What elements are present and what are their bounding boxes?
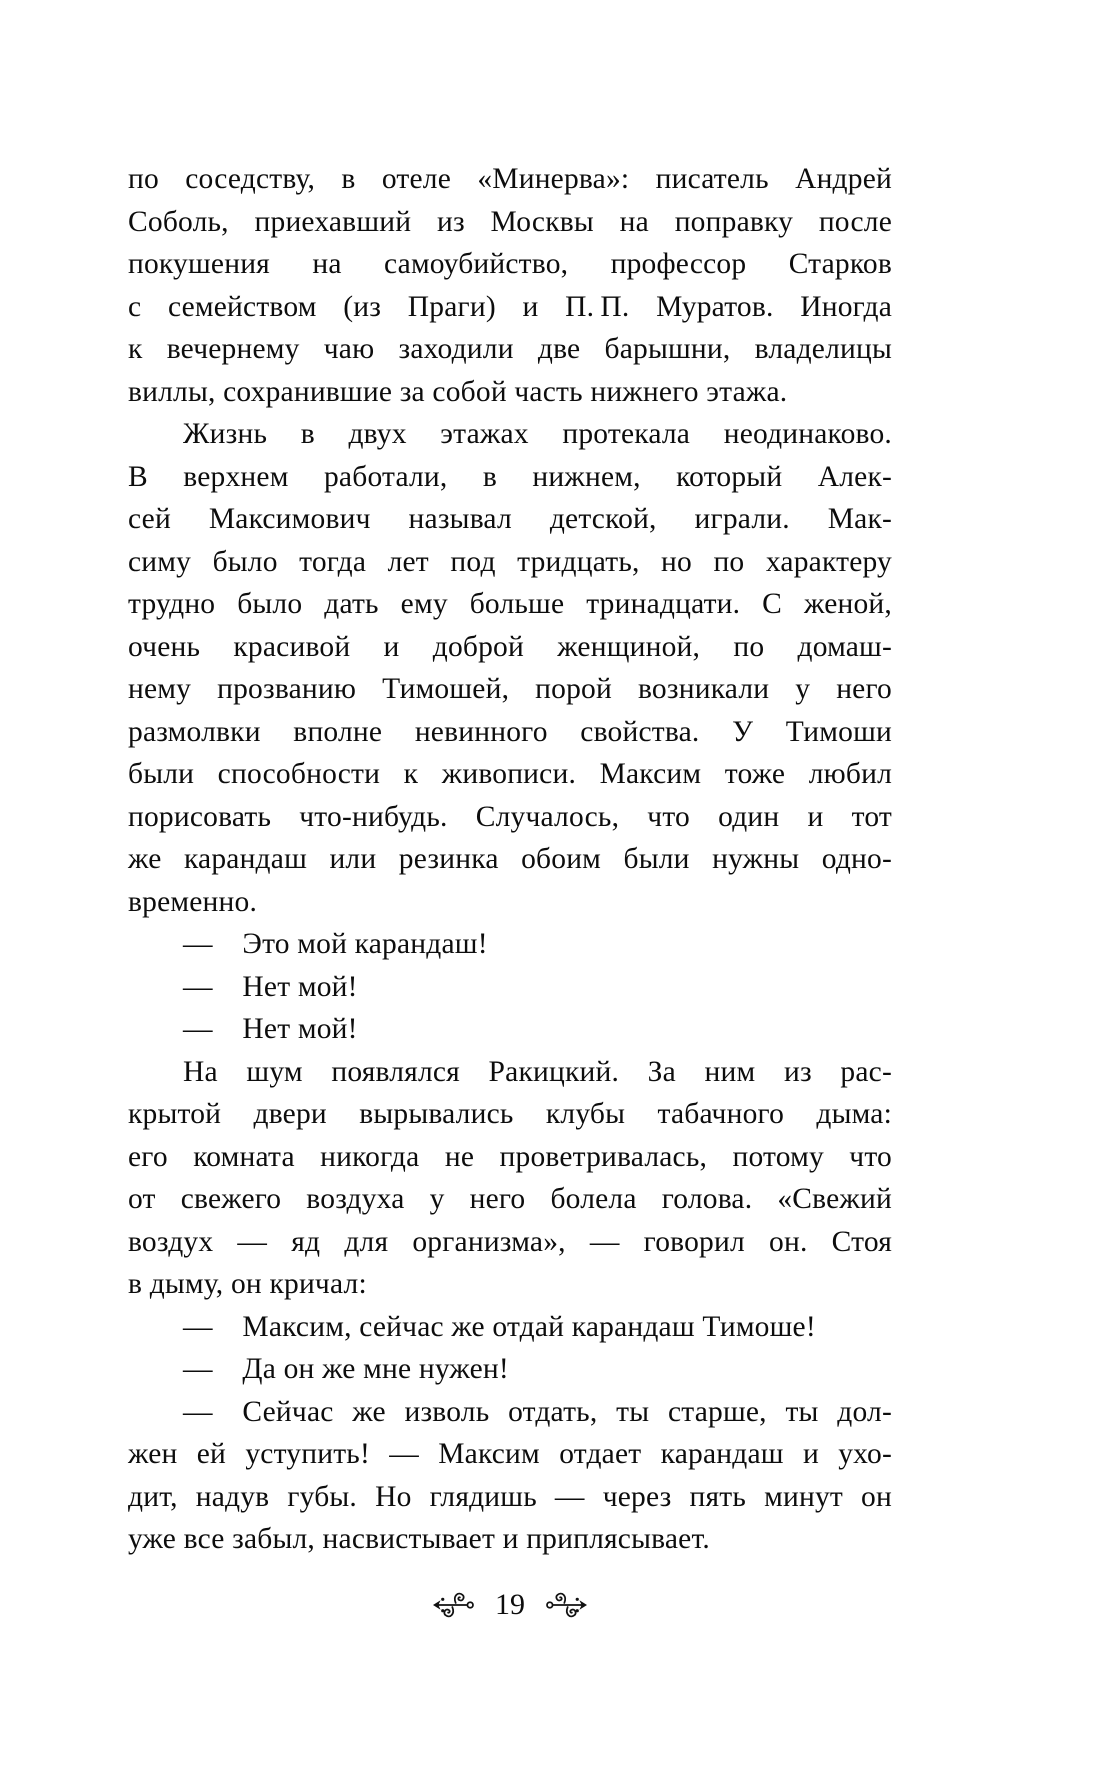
floral-flourish-icon — [433, 1590, 475, 1620]
text-line: трудно было дать ему больше тринадцати. С женой, — [128, 588, 892, 620]
text-line: дит, надув губы. Но глядишь — через пять минут он — [128, 1480, 892, 1513]
text-line: сей Максимович называл детской, играли. Мак- — [128, 503, 892, 535]
text-line: временно. — [128, 885, 258, 918]
page-number: 19 — [495, 1588, 525, 1621]
dialogue-line: — Нет мой! — [183, 1013, 358, 1045]
text-line: воздух — яд для организма», — говорил он. Стоя — [128, 1225, 892, 1258]
text-line: нему прозванию Тимошей, порой возникали у него — [128, 673, 892, 705]
dialogue-line: — Это мой карандаш! — [183, 928, 488, 960]
dialogue-line: — Да он же мне нужен! — [183, 1353, 509, 1385]
text-line: размолвки вполне невинного свойства. У Тимоши — [128, 715, 892, 748]
text-line: с семейством (из Праги) и П. П. Муратов. Иногда — [128, 290, 892, 323]
text-line: были способности к живописи. Максим тоже любил — [128, 758, 892, 790]
text-line: Жизнь в двух этажах протекала неодинаково. — [183, 418, 892, 450]
floral-flourish-icon — [545, 1590, 587, 1620]
text-line: к вечернему чаю заходили две барышни, владелицы — [128, 333, 892, 365]
text-line: его комната никогда не проветривалась, потому что — [128, 1140, 892, 1173]
text-line: очень красивой и доброй женщиной, по домаш- — [128, 630, 892, 663]
text-line: На шум появлялся Ракицкий. За ним из рас- — [183, 1055, 892, 1088]
text-line: по соседству, в отеле «Минерва»: писатель Андрей — [128, 163, 892, 195]
text-line: порисовать что-нибудь. Случалось, что один и тот — [128, 800, 892, 833]
text-line: в дыму, он кричал: — [128, 1268, 367, 1300]
dialogue-line: — Нет мой! — [183, 970, 358, 1003]
dialogue-line: — Максим, сейчас же отдай карандаш Тимоше! — [183, 1310, 816, 1343]
text-line: уже все забыл, насвистывает и приплясывает. — [128, 1523, 710, 1555]
text-line: виллы, сохранившие за собой часть нижнего этажа. — [128, 375, 788, 408]
dialogue-line: — Сейчас же изволь отдать, ты старше, ты дол- — [183, 1395, 892, 1428]
text-line: В верхнем работали, в нижнем, который Алек- — [128, 460, 892, 493]
text-line: симу было тогда лет под тридцать, но по характеру — [128, 545, 892, 578]
text-line: от свежего воздуха у него болела голова. «Свежий — [128, 1183, 892, 1215]
text-line: покушения на самоубийство, профессор Старков — [128, 248, 892, 280]
body-text — [128, 158, 892, 1561]
page-footer — [128, 1588, 892, 1622]
text-line: Соболь, приехавший из Москвы на поправку после — [128, 205, 892, 238]
text-line: же карандаш или резинка обоим были нужны одно- — [128, 843, 892, 875]
text-line: крытой двери вырывались клубы табачного дыма: — [128, 1098, 892, 1130]
text-line: жен ей уступить! — Максим отдает карандаш и ухо- — [128, 1438, 892, 1470]
